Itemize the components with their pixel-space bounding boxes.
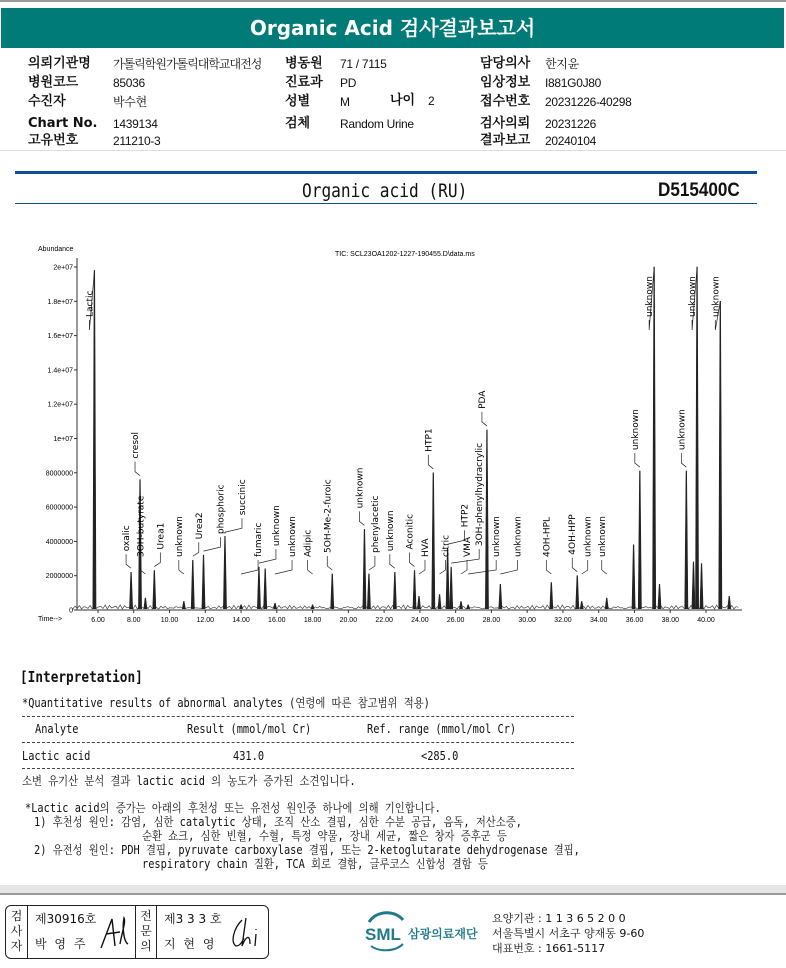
peak-label: unknown bbox=[711, 276, 722, 317]
peak-label: Aconitic bbox=[405, 513, 416, 550]
peak-label: unknown bbox=[677, 409, 688, 451]
label-arrow bbox=[193, 542, 199, 556]
y-tick-label: 1.6e+07 bbox=[47, 333, 73, 341]
peak-label: citric bbox=[441, 534, 452, 557]
specialist-label: 전문의 bbox=[135, 906, 157, 958]
sml-logo-icon bbox=[365, 908, 407, 952]
peak bbox=[695, 267, 698, 609]
label-arrow bbox=[602, 560, 607, 574]
peak-label: VMA bbox=[463, 536, 474, 557]
info-value: 20231226-40298 bbox=[545, 95, 632, 109]
peak bbox=[700, 564, 703, 609]
peak-label: 5OH-Me-2-furoic bbox=[323, 479, 334, 553]
label-arrow bbox=[546, 560, 551, 574]
tester-name: 박 영 주 bbox=[35, 937, 88, 951]
cause-acquired-cont: 순환 쇼크, 심한 빈혈, 수혈, 특정 약물, 장내 세균, 짧은 창자 증후군 등 bbox=[142, 829, 507, 843]
info-label: 고유번호 bbox=[28, 133, 79, 148]
x-tick-label: 18.00 bbox=[303, 617, 322, 624]
y-tick-label: 1.2e+07 bbox=[47, 401, 73, 409]
peak bbox=[367, 574, 370, 609]
report-title: Organic acid (RU) bbox=[302, 180, 468, 202]
info-value: PD bbox=[340, 76, 357, 90]
peak bbox=[144, 598, 147, 609]
y-tick-label: 0 bbox=[69, 607, 73, 615]
x-tick-label: 28.00 bbox=[482, 617, 501, 624]
peak-label: oxalic bbox=[122, 525, 133, 552]
info-label: 임상정보 bbox=[480, 75, 531, 90]
label-arrow bbox=[482, 412, 487, 426]
peak-label: unknown bbox=[583, 516, 594, 557]
x-tick-label: 16.00 bbox=[268, 617, 286, 624]
info-value: I881G0J80 bbox=[545, 76, 602, 90]
tester-number: 제30916호 bbox=[35, 912, 97, 926]
tester-signature bbox=[98, 914, 132, 952]
info-label: 검사의뢰 bbox=[480, 116, 531, 131]
label-arrow bbox=[241, 560, 258, 574]
x-tick-label: 14.00 bbox=[232, 617, 250, 624]
info-label: 검체 bbox=[285, 116, 311, 131]
x-tick-label: 30.00 bbox=[518, 617, 536, 624]
peak bbox=[580, 601, 583, 609]
peak bbox=[182, 601, 185, 609]
x-tick-label: 20.00 bbox=[339, 617, 358, 624]
label-arrow bbox=[135, 462, 140, 476]
interpretation-intro: *Quantitative results of abnormal analytes (연령에 따른 참고범위 적용) bbox=[22, 696, 430, 710]
cause-acquired: 1) 후천성 원인: 감염, 심한 catalytic 상태, 조직 산소 결핍, 심한 수분 공급, 음독, 저산소증, bbox=[34, 815, 522, 829]
y-axis-label: Abundance bbox=[38, 246, 74, 253]
report-code: D515400C bbox=[658, 180, 740, 201]
dashed-divider bbox=[22, 768, 574, 769]
peak-label: unknown bbox=[688, 276, 699, 317]
info-label: 결과보고 bbox=[480, 133, 531, 148]
info-label: 진료과 bbox=[285, 75, 323, 90]
lab-phone: 대표번호 : 1661-5117 bbox=[492, 942, 606, 955]
peak-label: phosphoric bbox=[216, 484, 227, 535]
peak bbox=[331, 574, 334, 609]
peak bbox=[632, 545, 635, 609]
info-label: 수진자 bbox=[28, 94, 66, 109]
info-value: 85036 bbox=[113, 76, 145, 90]
analyte-ref-range: <285.0 bbox=[421, 749, 459, 763]
peak bbox=[393, 572, 396, 609]
peak-label: Urea2 bbox=[194, 512, 205, 540]
conclusion: 소변 유기산 분석 결과 lactic acid 의 농도가 증가된 소견입니다. bbox=[22, 774, 356, 788]
chart-title: TIC: SCL23OA1202-1227-190455.D\data.ms bbox=[335, 251, 475, 258]
x-tick-label: 24.00 bbox=[411, 617, 429, 624]
x-tick-label: 26.00 bbox=[446, 617, 465, 624]
peak bbox=[719, 301, 722, 609]
lab-name: 삼광의료재단 bbox=[408, 927, 478, 941]
label-arrow bbox=[204, 537, 221, 551]
peak-label: unknown bbox=[630, 409, 641, 451]
label-arrow bbox=[582, 560, 588, 574]
x-axis-label: Time--> bbox=[38, 616, 63, 623]
report-header: Organic Acid 검사결과보고서 bbox=[1, 8, 784, 48]
lab-address: 서울특별시 서초구 양재동 9-60 bbox=[492, 927, 645, 940]
peak-label: succinic bbox=[237, 479, 248, 516]
peak-label: unknown bbox=[355, 467, 366, 509]
info-value: M bbox=[340, 95, 350, 109]
info-label: Chart No. bbox=[28, 116, 98, 131]
label-arrow bbox=[428, 455, 433, 469]
peak-label: unknown bbox=[492, 516, 503, 557]
label-arrow bbox=[225, 518, 242, 532]
peak-label: unknown bbox=[288, 516, 299, 557]
peak bbox=[363, 529, 366, 609]
dashed-divider bbox=[22, 742, 574, 743]
y-tick-label: 4000000 bbox=[45, 538, 73, 546]
peak bbox=[413, 571, 416, 609]
label-arrow bbox=[126, 554, 131, 568]
col-analyte: Analyte bbox=[35, 722, 79, 736]
specialist-number: 제3 3 3 호 bbox=[164, 912, 222, 926]
specialist-name: 지 현 영 bbox=[164, 937, 217, 951]
y-tick-label: 1.4e+07 bbox=[47, 367, 73, 375]
peak-label: HTP2 bbox=[460, 503, 471, 528]
peak-label: unknown bbox=[385, 510, 396, 552]
info-label: 병동원 bbox=[285, 56, 323, 71]
label-arrow bbox=[308, 560, 313, 574]
peak bbox=[239, 605, 242, 609]
info-label: 병원코드 bbox=[28, 75, 79, 90]
peak-label: unknown bbox=[271, 505, 282, 547]
peak-label: Lactic bbox=[85, 290, 96, 317]
analyte-result: 431.0 bbox=[233, 749, 265, 763]
peak-label: 4OH-HPP bbox=[568, 514, 579, 555]
x-tick-label: 8.00 bbox=[126, 617, 141, 624]
peak-label: cresol bbox=[131, 431, 142, 459]
age-label: 나이 bbox=[390, 93, 416, 108]
label-arrow bbox=[154, 553, 160, 567]
x-tick-label: 40.00 bbox=[697, 617, 715, 624]
info-value: 20231226 bbox=[545, 117, 596, 131]
info-value: 박수현 bbox=[113, 95, 147, 109]
label-arrow bbox=[572, 558, 577, 572]
peak bbox=[605, 598, 608, 609]
y-tick-label: 2e+07 bbox=[53, 264, 73, 272]
peak-label: phenylacetic bbox=[370, 495, 381, 553]
x-tick-label: 34.00 bbox=[589, 617, 608, 624]
cause-genetic-cont: respiratory chain 질환, TCA 회로 결함, 글루코스 신합성 결함 등 bbox=[142, 857, 488, 871]
peak-label: 3OH-phenylhydracrylic bbox=[475, 442, 486, 547]
age-value: 2 bbox=[428, 94, 435, 108]
label-arrow bbox=[440, 560, 446, 574]
col-result: Result (mmol/mol Cr) bbox=[187, 722, 312, 736]
svg-text:SML: SML bbox=[365, 925, 401, 944]
peak bbox=[153, 571, 156, 609]
peak-label: HVA bbox=[420, 538, 431, 557]
peak-label: HTP1 bbox=[424, 428, 435, 452]
x-tick-label: 36.00 bbox=[625, 617, 644, 624]
peak bbox=[638, 471, 641, 609]
peak bbox=[728, 596, 731, 609]
y-tick-label: 8000000 bbox=[45, 470, 73, 478]
peak bbox=[550, 583, 553, 609]
y-tick-label: 6000000 bbox=[45, 504, 73, 512]
peak bbox=[438, 595, 441, 609]
peak bbox=[485, 430, 488, 609]
signature-box bbox=[5, 905, 269, 959]
label-arrow bbox=[461, 560, 467, 574]
label-arrow bbox=[635, 453, 640, 467]
peak bbox=[129, 572, 132, 609]
info-label: 성별 bbox=[285, 94, 311, 109]
label-arrow bbox=[179, 560, 184, 574]
peak bbox=[653, 267, 656, 609]
peak bbox=[576, 576, 579, 609]
peak-label: unknown bbox=[645, 276, 656, 317]
info-value: Random Urine bbox=[340, 117, 414, 131]
label-arrow bbox=[359, 511, 364, 525]
peak bbox=[467, 605, 470, 609]
peak bbox=[658, 584, 661, 609]
specialist-signature bbox=[228, 916, 264, 952]
peak bbox=[93, 270, 96, 609]
peak bbox=[223, 536, 226, 609]
peak-label: unknown bbox=[513, 516, 524, 557]
peak bbox=[191, 560, 194, 609]
tester-label: 검사자 bbox=[6, 906, 28, 958]
label-arrow bbox=[327, 556, 332, 570]
y-tick-label: 2000000 bbox=[45, 573, 73, 581]
info-value: 20240104 bbox=[545, 134, 596, 148]
lab-code: 요양기관 : 1 1 3 6 5 2 0 0 bbox=[492, 912, 626, 925]
peak-label: 3OH-butyrate bbox=[136, 495, 147, 557]
y-tick-label: 1e+07 bbox=[53, 436, 73, 443]
peak-label: Urea1 bbox=[156, 522, 167, 550]
peak-label: Adipic bbox=[303, 529, 314, 557]
peak bbox=[264, 569, 267, 609]
peak-label: unknown bbox=[174, 516, 185, 557]
label-arrow bbox=[390, 554, 395, 568]
info-value: 71 / 7115 bbox=[340, 57, 387, 71]
peak bbox=[432, 473, 435, 609]
info-value: 한지윤 bbox=[545, 57, 579, 71]
footer-divider bbox=[0, 885, 786, 895]
info-value: 가톨릭학원가톨릭대학교대전성 bbox=[113, 57, 262, 71]
info-label: 담당의사 bbox=[480, 56, 531, 71]
peak bbox=[685, 471, 688, 609]
info-label: 접수번호 bbox=[480, 94, 531, 109]
interpretation-heading: [Interpretation] bbox=[20, 668, 143, 686]
peak bbox=[257, 567, 260, 609]
dashed-divider bbox=[22, 716, 574, 717]
label-arrow bbox=[681, 453, 686, 467]
label-arrow bbox=[468, 560, 496, 574]
peak bbox=[273, 603, 276, 609]
peak bbox=[459, 601, 462, 609]
peak bbox=[417, 596, 420, 609]
x-tick-label: 38.00 bbox=[661, 617, 680, 624]
label-arrow bbox=[369, 556, 375, 570]
label-arrow bbox=[275, 560, 292, 574]
x-tick-label: 32.00 bbox=[554, 617, 572, 624]
y-tick-label: 1.8e+07 bbox=[47, 298, 73, 306]
info-label: 의뢰기관명 bbox=[28, 56, 91, 71]
peak-label: fumaric bbox=[254, 522, 265, 557]
peak-label: unknown bbox=[597, 516, 608, 557]
label-arrow bbox=[410, 553, 415, 567]
x-tick-label: 6.00 bbox=[91, 617, 105, 624]
label-arrow bbox=[500, 560, 517, 574]
col-ref-range: Ref. range (mmol/mol Cr) bbox=[367, 722, 517, 736]
peak bbox=[499, 584, 502, 609]
peak bbox=[311, 605, 314, 609]
peak bbox=[692, 562, 695, 609]
peak-label: PDA bbox=[477, 390, 488, 409]
info-value: 211210-3 bbox=[113, 134, 161, 148]
x-tick-label: 12.00 bbox=[196, 617, 215, 624]
analyte-name: Lactic acid bbox=[22, 749, 91, 763]
info-value: 1439134 bbox=[113, 117, 158, 131]
x-tick-label: 22.00 bbox=[375, 617, 393, 624]
label-arrow bbox=[419, 560, 425, 574]
peak bbox=[450, 567, 453, 609]
cause-genetic: 2) 유전성 원인: PDH 결핍, pyruvate carboxylase 결핍, 또는 2-ketoglutarate dehydrogenase 결핍, bbox=[34, 843, 580, 857]
peak bbox=[202, 555, 205, 609]
peak-label: 4OH-HPL bbox=[542, 516, 553, 557]
note: *Lactic acid의 증가는 아래의 후천성 또는 유전성 원인중 하나에 의해 기인합니다. bbox=[25, 801, 441, 815]
x-tick-label: 10.00 bbox=[160, 617, 179, 624]
